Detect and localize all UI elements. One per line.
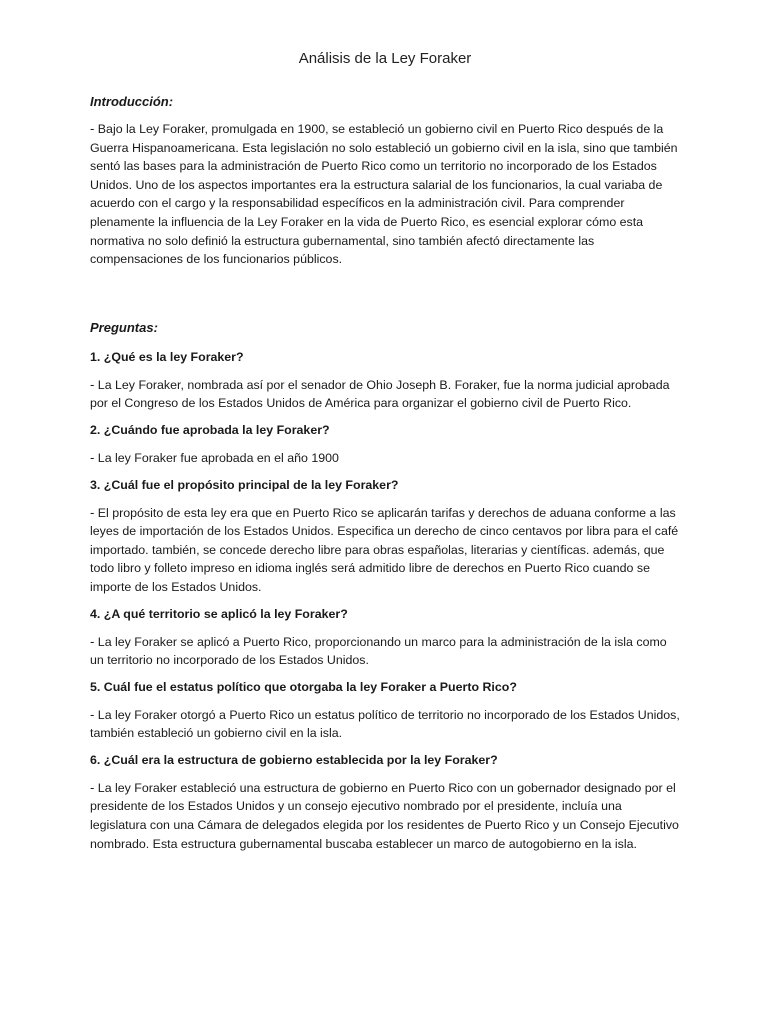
bullet-dash: - (90, 706, 95, 722)
bullet-dash: - (90, 449, 95, 465)
answer-text: El propósito de esta ley era que en Puerto Rico se aplicarán tarifas y derechos de aduana conforme a las leyes de importación de los Estados Unidos. Especifica un derecho de cinco centavos por libra para el café importado. también, se concede derecho libre para obras españolas, literarias y científicas. además, que todo libro y folleto impreso en idioma inglés será admitido libre de derechos en Puerto Rico cuando se importe de los Estados Unidos. (90, 505, 679, 594)
intro-heading: Introducción: (90, 94, 174, 109)
question-block-5 (90, 678, 680, 743)
intro-text: Bajo la Ley Foraker, promulgada en 1900, se estableció un gobierno civil en Puerto Rico después de la Guerra Hispanoamericana. Esta legislación no solo estableció un gobierno civil en la isla, sino que también sentó las bases para la administración de Puerto Rico como un territorio no incorporado de los Estados Unidos. Uno de los aspectos importantes era la estructura salarial de los funcionarios, la cual variaba de acuerdo con el cargo y la responsabilidad específicos en la administración civil. Para comprender plenamente la influencia de la Ley Foraker en la vida de Puerto Rico, es esencial explorar cómo esta normativa no solo definió la estructura gubernamental, sino también afectó directamente las compensaciones de los funcionarios públicos. (90, 122, 678, 267)
question-text: 1. ¿Qué es la ley Foraker? (90, 349, 244, 364)
answer-paragraph (90, 449, 680, 468)
question-block-4 (90, 605, 680, 670)
answer-text: La ley Foraker estableció una estructura de gobierno en Puerto Rico con un gobernador designado por el presidente de los Estados Unidos y un consejo ejecutivo nombrado por el presidente, incluía una legislatura con una Cámara de delegados elegida por los residentes de Puerto Rico y un Consejo Ejecutivo nombrado. Esta estructura gubernamental buscaba establecer un marco de autogobierno en la isla. (90, 780, 679, 851)
document-title: Análisis de la Ley Foraker (298, 50, 472, 67)
answer-paragraph (90, 779, 680, 853)
answer-paragraph (90, 706, 680, 743)
questions-heading: Preguntas: (90, 319, 158, 335)
question-text: 3. ¿Cuál fue el propósito principal de la ley Foraker? (90, 477, 399, 492)
bullet-dash: - (90, 504, 95, 520)
bullet-dash: - (90, 633, 95, 649)
answer-text: La ley Foraker se aplicó a Puerto Rico, proporcionando un marco para la administración de la isla como un territorio no incorporado de los Estados Unidos. (90, 634, 667, 668)
question-block-2 (90, 421, 680, 468)
question-text: 6. ¿Cuál era la estructura de gobierno establecida por la ley Foraker? (90, 752, 498, 767)
question-text: 4. ¿A qué territorio se aplicó la ley Foraker? (90, 606, 348, 621)
answer-text: La ley Foraker otorgó a Puerto Rico un estatus político de territorio no incorporado de los Estados Unidos, también estableció un gobierno civil en la isla. (90, 707, 680, 741)
answer-paragraph (90, 633, 680, 670)
bullet-dash: - (90, 376, 95, 392)
question-block-6 (90, 751, 680, 853)
question-block-1 (90, 348, 680, 413)
answer-paragraph (90, 504, 680, 597)
answer-text: La Ley Foraker, nombrada así por el senador de Ohio Joseph B. Foraker, fue la norma judicial aprobada por el Congreso de los Estados Unidos de América para organizar el gobierno civil de Puerto Rico. (90, 377, 670, 411)
question-text: 5. Cuál fue el estatus político que otorgaba la ley Foraker a Puerto Rico? (90, 679, 517, 694)
bullet-dash: - (90, 779, 95, 795)
question-block-3 (90, 476, 680, 597)
bullet-dash: - (90, 121, 95, 136)
answer-paragraph (90, 376, 680, 413)
intro-paragraph (90, 120, 680, 269)
question-text: 2. ¿Cuándo fue aprobada la ley Foraker? (90, 422, 330, 437)
answer-text: La ley Foraker fue aprobada en el año 1900 (97, 450, 339, 465)
